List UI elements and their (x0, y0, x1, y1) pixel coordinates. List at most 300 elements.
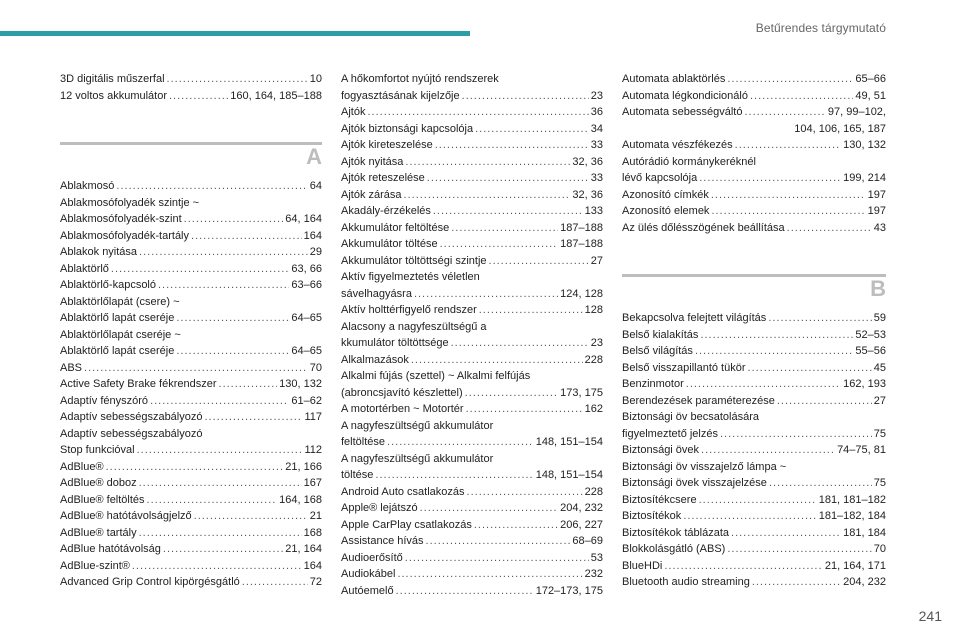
dot-leader (396, 583, 534, 600)
index-entry-pages: 72 (309, 576, 322, 588)
index-entry-term: Belső világítás (622, 345, 693, 357)
index-column-3 (622, 71, 886, 591)
index-entry (341, 352, 603, 369)
index-entry (622, 459, 886, 492)
index-entry-line (341, 302, 603, 319)
index-entry-pages: 27 (590, 254, 603, 267)
dot-leader (397, 566, 582, 583)
dot-leader (169, 88, 228, 105)
index-entry-line (60, 492, 322, 509)
index-entry (60, 574, 322, 591)
index-entry (622, 203, 886, 220)
index-entry (622, 187, 886, 204)
index-entry (341, 71, 603, 104)
index-entry-pages: 53 (590, 551, 603, 564)
index-entry-pages: 181, 184 (843, 526, 886, 539)
index-entry-pages: 43 (873, 221, 886, 234)
index-column-2 (341, 71, 603, 599)
dot-leader (701, 442, 835, 459)
index-entry-line (60, 475, 322, 492)
index-entry (60, 492, 322, 509)
dot-leader (727, 71, 853, 88)
dot-leader (435, 137, 589, 154)
index-entry-line (341, 335, 603, 352)
index-entry (341, 121, 603, 138)
index-entry-pages: 63, 66 (291, 262, 322, 275)
index-entry-term: kkumulátor töltöttsége (341, 337, 449, 349)
index-entry-term: Stop funkcióval (60, 444, 135, 456)
index-entry-term: Akadály-érzékelés (341, 205, 431, 217)
index-entry-line (622, 170, 886, 187)
index-entry-line (622, 541, 886, 558)
index-entry-term: Automata ablaktörlés (622, 73, 726, 85)
index-entry-line (622, 508, 886, 525)
index-entry-line (622, 442, 886, 459)
dot-leader (150, 393, 289, 410)
index-entry-line (60, 508, 322, 525)
header-accent-bar (0, 31, 470, 36)
index-entry-line (341, 401, 603, 418)
index-entry (60, 360, 322, 377)
index-entry-line (622, 574, 886, 591)
index-entry-pages: 21, 166 (285, 460, 322, 473)
dot-leader (695, 343, 853, 360)
dot-leader (163, 541, 283, 558)
index-entry-term: Ablakmosófolyadék-tartály (60, 229, 190, 242)
index-entry-term: Aktív figyelmeztetés véletlen (341, 271, 480, 283)
index-entry (60, 244, 322, 261)
index-entry-line (341, 352, 603, 369)
index-entry-pages: 70 (309, 361, 322, 374)
index-entry-line (622, 558, 886, 575)
index-entry-pages: 162 (584, 403, 603, 415)
index-entry (622, 558, 886, 575)
index-entry-pages: 59 (873, 312, 886, 324)
dot-leader (683, 508, 816, 525)
index-entry-term: Apple CarPlay csatlakozás (341, 518, 472, 531)
dot-leader (465, 385, 559, 402)
index-entry-term: 3D digitális műszerfal (60, 73, 165, 85)
dot-leader (184, 211, 284, 228)
index-entry-line (341, 236, 603, 253)
dot-leader (489, 253, 589, 270)
index-entry-term: Ablakmosó (60, 180, 115, 192)
index-entry-pages: 55–56 (855, 345, 886, 357)
index-entry (341, 137, 603, 154)
index-entry-term: Bluetooth audio streaming (622, 576, 750, 588)
index-entry (622, 409, 886, 442)
index-entry-term: Biztosítékcsere (622, 493, 697, 506)
index-entry-pages: 204, 232 (560, 502, 603, 514)
index-entry (60, 277, 322, 294)
index-entry (341, 533, 603, 550)
index-entry-term: Audiokábel (341, 568, 396, 580)
index-entry (60, 327, 322, 360)
dot-leader (375, 467, 533, 484)
index-entry-line (341, 566, 603, 583)
index-entry (622, 541, 886, 558)
index-entry (622, 508, 886, 525)
dot-leader (194, 508, 308, 525)
index-entry-term: Ajtók kireteszelése (341, 139, 433, 151)
index-entry (341, 451, 603, 484)
dot-leader (106, 459, 284, 476)
index-entry-line (341, 170, 603, 187)
dot-leader (475, 121, 589, 138)
index-entry-pages: 64 (309, 180, 322, 192)
dot-leader (474, 517, 558, 534)
index-entry-pages: 64, 164 (285, 213, 322, 225)
index-entry-line (341, 583, 603, 600)
dot-leader (686, 376, 841, 393)
index-entry-line (60, 525, 322, 542)
index-entry (622, 104, 886, 137)
index-entry-line (622, 71, 886, 88)
index-entry-line (60, 71, 322, 88)
index-entry-line (622, 360, 886, 377)
dot-leader (664, 558, 822, 575)
dot-leader (411, 352, 583, 369)
dot-leader (426, 533, 571, 550)
index-entry-pages: 52–53 (855, 328, 886, 341)
index-entry-line (622, 88, 886, 105)
index-entry-pages: 232 (584, 568, 603, 580)
index-entry-line (60, 343, 322, 360)
index-entry-line (60, 558, 322, 575)
index-entry-term: Adaptív fényszóró (60, 394, 149, 407)
dot-leader (116, 178, 307, 195)
index-entry-term: lévő kapcsolója (622, 172, 698, 184)
index-entry-line (341, 434, 603, 451)
index-entry-term: Akkumulátor feltöltése (341, 221, 450, 234)
index-entry (60, 178, 322, 195)
index-entry-line (622, 220, 886, 237)
index-entry-term: AdBlue® hatótávolságjelző (60, 510, 192, 522)
index-entry (622, 393, 886, 410)
index-entry-term: fogyasztásának kijelzője (341, 89, 460, 102)
dot-leader (176, 310, 289, 327)
index-entry (60, 558, 322, 575)
index-entry (341, 236, 603, 253)
index-entry-pages: 228 (584, 353, 603, 366)
index-entry-term: Biztosítékok táblázata (622, 526, 730, 539)
index-entry-pages: 75 (873, 427, 886, 440)
index-entry-term: Biztosítékok (622, 510, 682, 522)
index-entry-pages: 148, 151–154 (535, 436, 603, 448)
index-entry-term: Biztonsági öv becsatolására (622, 411, 759, 423)
index-entry-line (341, 500, 603, 517)
index-entry (60, 195, 322, 228)
index-entry-pages: 167 (303, 477, 322, 489)
index-entry-term: Berendezések paraméterezése (622, 394, 775, 407)
index-entry-term: Automata légkondicionáló (622, 89, 748, 102)
index-entry (341, 566, 603, 583)
dot-leader (748, 360, 872, 377)
index-entry (341, 550, 603, 567)
dot-leader (467, 484, 583, 501)
page-header-title: Betűrendes tárgymutató (755, 21, 886, 35)
index-entry-term: AdBlue® tartály (60, 526, 137, 539)
index-entry-pages: 162, 193 (843, 378, 886, 390)
index-entry-pages: 64–65 (291, 345, 322, 357)
section-letter: A (306, 144, 322, 169)
index-entry-line (341, 286, 603, 303)
index-entry-term: Azonosító címkék (622, 188, 709, 201)
index-entry-line (622, 525, 886, 542)
index-entry-pages: 70 (873, 543, 886, 555)
index-entry-line (60, 178, 322, 195)
index-entry-pages: 164 (303, 229, 322, 242)
index-entry-term: Biztonsági öv visszajelző lámpa ~ (622, 460, 787, 473)
index-entry-term: Blokkolásgátló (ABS) (622, 543, 726, 555)
index-entry (622, 492, 886, 509)
index-entry (341, 401, 603, 418)
dot-leader (711, 187, 866, 204)
index-entry-pages: 206, 227 (560, 518, 603, 531)
index-entry-line (60, 244, 322, 261)
dot-leader (769, 475, 872, 492)
section-letter-header (622, 236, 886, 310)
dot-leader (744, 104, 825, 121)
index-entry-pages: 124, 128 (560, 287, 603, 300)
index-entry-term: Belső visszapillantó tükör (622, 361, 746, 374)
index-entry-term: AdBlue® feltöltés (60, 493, 145, 506)
index-entry-term: Ablaktörlőlapát cseréje ~ (60, 328, 181, 341)
dot-leader (219, 376, 278, 393)
index-entry-line (60, 541, 322, 558)
index-entry-line (622, 475, 886, 492)
index-entry-term: Ablaktörlő lapát cseréje (60, 312, 175, 324)
index-entry-term: Assistance hívás (341, 535, 424, 547)
index-entry-line (341, 550, 603, 567)
dot-leader (176, 343, 289, 360)
dot-leader (111, 261, 289, 278)
dot-leader (433, 203, 583, 220)
index-entry (60, 393, 322, 410)
index-entry-term: Ablaktörlő lapát cseréje (60, 345, 175, 357)
index-entry (60, 88, 322, 105)
index-entry-line (60, 376, 322, 393)
index-entry-term: Ajtók reteszelése (341, 172, 425, 184)
index-entry-line (341, 385, 603, 402)
index-entry-line (622, 104, 886, 121)
index-entry-line (341, 484, 603, 501)
index-entry-line (341, 220, 603, 237)
dot-leader (451, 220, 558, 237)
index-entry-line (341, 154, 603, 171)
index-entry (60, 71, 322, 88)
index-entry-pages: 64–65 (291, 312, 322, 324)
index-entry (341, 170, 603, 187)
index-entry-line (60, 442, 322, 459)
index-entry-line (341, 533, 603, 550)
index-entry-term: Akkumulátor töltöttségi szintje (341, 254, 487, 267)
dot-leader (420, 500, 559, 517)
index-entry-term: Automata vészfékezés (622, 139, 733, 151)
dot-leader (752, 574, 841, 591)
dot-leader (700, 327, 853, 344)
index-entry (60, 525, 322, 542)
index-entry-term: Automata sebességváltó (622, 106, 743, 118)
index-entry-pages: 168 (303, 526, 322, 539)
dot-leader (405, 550, 589, 567)
index-entry-line (622, 343, 886, 360)
index-entry (622, 137, 886, 154)
dot-leader (387, 434, 534, 451)
index-entry (60, 508, 322, 525)
index-entry-line (341, 104, 603, 121)
dot-leader (777, 393, 872, 410)
dot-leader (787, 220, 872, 237)
index-entry-line (341, 467, 603, 484)
index-entry (341, 319, 603, 352)
index-entry (622, 154, 886, 187)
index-entry (341, 368, 603, 401)
section-letter-header (60, 104, 322, 178)
dot-leader (699, 492, 817, 509)
index-entry-line (60, 459, 322, 476)
index-entry (341, 203, 603, 220)
index-entry-pages: 74–75, 81 (837, 444, 886, 456)
index-entry-pages: 34 (590, 122, 603, 135)
index-entry-line (60, 393, 322, 410)
index-entry (60, 459, 322, 476)
index-entry-term: Ajtók zárása (341, 188, 402, 201)
index-entry-term: Android Auto csatlakozás (341, 485, 465, 498)
index-entry-pages: 204, 232 (843, 576, 886, 588)
dot-leader (462, 88, 589, 105)
index-entry-term: AdBlue hatótávolság (60, 543, 161, 555)
index-entry-term: figyelmeztető jelzés (622, 427, 718, 440)
index-entry-pages: 45 (873, 361, 886, 374)
index-entry (341, 104, 603, 121)
dot-leader (735, 137, 842, 154)
dot-leader (242, 574, 308, 591)
dot-leader (84, 360, 308, 377)
index-entry-term: Bekapcsolva felejtett világítás (622, 312, 767, 324)
index-entry-line (60, 574, 322, 591)
index-entry (622, 327, 886, 344)
index-entry-term: Ablaktörlő (60, 262, 109, 275)
dot-leader (466, 401, 583, 418)
index-entry-line (341, 187, 603, 204)
index-entry-pages: 33 (590, 172, 603, 184)
index-entry-pages: 21, 164 (285, 543, 322, 555)
index-entry-term: Advanced Grip Control kipörgésgátló (60, 576, 240, 588)
index-entry (622, 343, 886, 360)
index-entry-pages: 112 (304, 444, 322, 456)
index-entry-term: AdBlue® (60, 460, 104, 473)
index-entry-pages: 33 (590, 139, 603, 151)
index-entry-term: Biztonsági övek visszajelzése (622, 477, 767, 489)
index-entry-pages: 173, 175 (560, 386, 603, 399)
index-entry-term: Aktív holttérfigyelő rendszer (341, 304, 477, 316)
dot-leader (137, 442, 303, 459)
index-entry-line (341, 253, 603, 270)
index-entry-line (341, 517, 603, 534)
index-entry-pages: 133 (584, 205, 603, 217)
index-entry-line (60, 261, 322, 278)
index-entry-term: Ablakmosófolyadék-szint (60, 213, 182, 225)
index-entry-term: BlueHDi (622, 559, 663, 572)
index-entry (622, 71, 886, 88)
index-entry-pages: 187–188 (560, 221, 603, 234)
index-entry-pages: 181, 181–182 (818, 493, 886, 506)
index-entry-pages: 187–188 (560, 238, 603, 250)
index-entry-term: Ablaktörlő-kapcsoló (60, 279, 156, 291)
index-entry-term: 12 voltos akkumulátor (60, 89, 167, 102)
index-entry (341, 220, 603, 237)
index-entry-term: Biztonsági övek (622, 444, 700, 456)
dot-leader (727, 541, 871, 558)
index-entry-pages: 117 (304, 411, 322, 423)
index-entry-pages: 49, 51 (855, 89, 886, 102)
dot-leader (404, 187, 571, 204)
index-entry-pages: 148, 151–154 (535, 469, 603, 481)
index-entry-line (60, 310, 322, 327)
index-entry-term: Adaptív sebességszabályozó (60, 411, 203, 423)
index-entry (341, 269, 603, 302)
index-entry-term: Alacsony a nagyfeszültségű a (341, 320, 487, 333)
index-entry-line (60, 211, 322, 228)
index-entry-line (60, 88, 322, 105)
index-entry-pages: 160, 164, 185–188 (230, 89, 322, 102)
index-entry-term: Adaptív sebességszabályozó (60, 427, 203, 440)
index-entry-line (622, 393, 886, 410)
dot-leader (147, 492, 278, 509)
index-entry-pages: 97, 99–102, (827, 106, 886, 118)
index-entry-pages: 21 (309, 510, 322, 522)
index-entry-line (622, 327, 886, 344)
index-entry (341, 583, 603, 600)
index-entry-term: Ablakmosófolyadék szintje ~ (60, 196, 200, 209)
index-entry-line (60, 360, 322, 377)
index-entry-term: Active Safety Brake fékrendszer (60, 378, 217, 390)
index-entry (622, 574, 886, 591)
index-entry-line (341, 88, 603, 105)
index-entry-pages: 36 (590, 106, 603, 118)
index-entry (341, 187, 603, 204)
page-number: 241 (918, 608, 942, 624)
index-entry (341, 154, 603, 171)
index-entry (60, 228, 322, 245)
dot-leader (139, 475, 302, 492)
index-entry-line (622, 426, 886, 443)
index-entry-term: Ajtók biztonsági kapcsolója (341, 122, 474, 135)
index-entry-line (341, 137, 603, 154)
section-divider (622, 274, 886, 277)
dot-leader (427, 170, 589, 187)
index-entry (341, 302, 603, 319)
index-entry (60, 376, 322, 393)
index-entry (622, 360, 886, 377)
index-entry-pages: 27 (873, 394, 886, 407)
index-entry (341, 418, 603, 451)
dot-leader (414, 286, 558, 303)
index-entry-term: Ajtók (341, 106, 366, 118)
index-entry (622, 525, 886, 542)
index-entry (341, 500, 603, 517)
dot-leader (139, 244, 308, 261)
index-entry-line (60, 409, 322, 426)
index-entry-term: Autórádió kormánykeréknél (622, 155, 756, 168)
index-column-1 (60, 71, 322, 591)
index-entry (622, 310, 886, 327)
index-entry (622, 442, 886, 459)
index-entry-term: (abroncsjavító készlettel) (341, 386, 463, 399)
index-entry-pages: 21, 164, 171 (824, 559, 886, 572)
dot-leader (132, 558, 302, 575)
